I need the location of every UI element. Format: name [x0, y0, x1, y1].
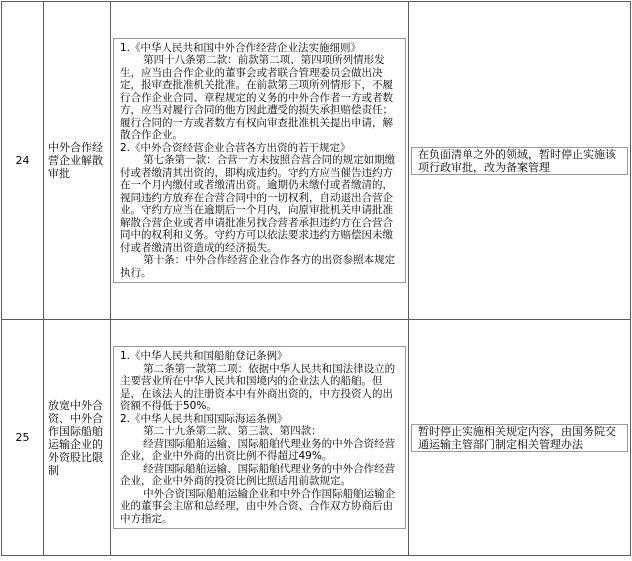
- law-heading: 1.《中华人民共和国船舶登记条例》: [120, 350, 288, 362]
- measures-table: [1, 1, 631, 556]
- law-heading: 1.《中华人民共和国中外合作经营企业法实施细则》: [120, 41, 362, 54]
- legal-basis-cell: [111, 320, 409, 556]
- law-clause: 第二条第一款第二项：依据中华人民共和国法律设立的主要营业所在中华人民共和国境内的企业法人的船舶。但是，在该法人的注册资本中有外商出资的，中方投资人的出资额不得低于50%。: [120, 362, 396, 412]
- law-heading: 2.《中外合资经营企业合营各方出资的若干规定》: [120, 141, 351, 154]
- adjustment-text: 暂时停止实施相关规定内容，由国务院交通运输主管部门制定相关管理办法: [418, 424, 616, 451]
- adjustment-text: 在负面清单之外的领域，暂时停止实施该项行政审批，改为备案管理: [418, 147, 616, 174]
- law-clause: 经营国际船舶运输、国际船舶代理业务的中外合作经营企业，企业中外商的投资比例比照适用前款规定。: [120, 462, 396, 487]
- adjustment-text-box: [411, 424, 628, 452]
- legal-basis-cell: [111, 2, 409, 320]
- legal-basis: [113, 38, 406, 284]
- table-row: [2, 2, 631, 320]
- row-number: 24: [2, 2, 44, 320]
- adjustment-cell: [409, 320, 631, 556]
- adjustment-text-box: [411, 147, 628, 175]
- law-heading: 2.《中华人民共和国国际海运条例》: [120, 412, 288, 425]
- law-clause: 中外合资国际船舶运输企业和中外合作国际船舶运输企业的董事会主席和总经理，由中外合资、合作双方协商后由中方指定。: [120, 487, 396, 525]
- law-clause: 第七条第一款：合营一方未按照合营合同的规定如期缴付或者缴清其出资的，即构成违约。守约方应当催告违约方在一个月内缴付或者缴清出资。逾期仍未缴付或者缴清的，视同违约方放弃在合营合同中的一切权利，自动退出合营企业。守约方应当在逾期后一个月内，向原审批机关申请批准解散合营企业或者申请批准另找合营者承担违约方在合营合同中的权利和义务。守约方可以依法要求违约方赔偿因未缴付或者缴清出资造成的经济损失。: [120, 154, 396, 254]
- row-number: 25: [2, 320, 44, 556]
- item-title: 放宽中外合资、中外合作国际船舶运输企业的外资股比限制: [44, 320, 111, 556]
- legal-basis: [113, 346, 406, 529]
- item-title: 中外合作经营企业解散审批: [44, 2, 111, 320]
- law-clause: 第二十九条第二款、第三款、第四款：: [143, 425, 322, 437]
- adjustment-cell: [409, 2, 631, 320]
- law-clause: 第四十八条第二款：前款第二项、第四项所列情形发生，应当由合作企业的董事会或者联合管理委员会做出决定，报审查批准机关批准。在前款第三项所列情形下，不履行合作企业合同、章程规定的义务的中外合作者一方或者数方，应当对履行合同的他方因此遭受的损失承担赔偿责任；履行合同的一方或者数方有权向审查批准机关提出申请，解散合作企业。: [120, 54, 393, 142]
- law-clause: 经营国际船舶运输、国际船舶代理业务的中外合资经营企业，企业中外商的出资比例不得超过49%。: [120, 437, 396, 462]
- table-row: [2, 320, 631, 556]
- law-clause: 第十条：中外合作经营企业合作各方的出资参照本规定执行。: [120, 254, 396, 279]
